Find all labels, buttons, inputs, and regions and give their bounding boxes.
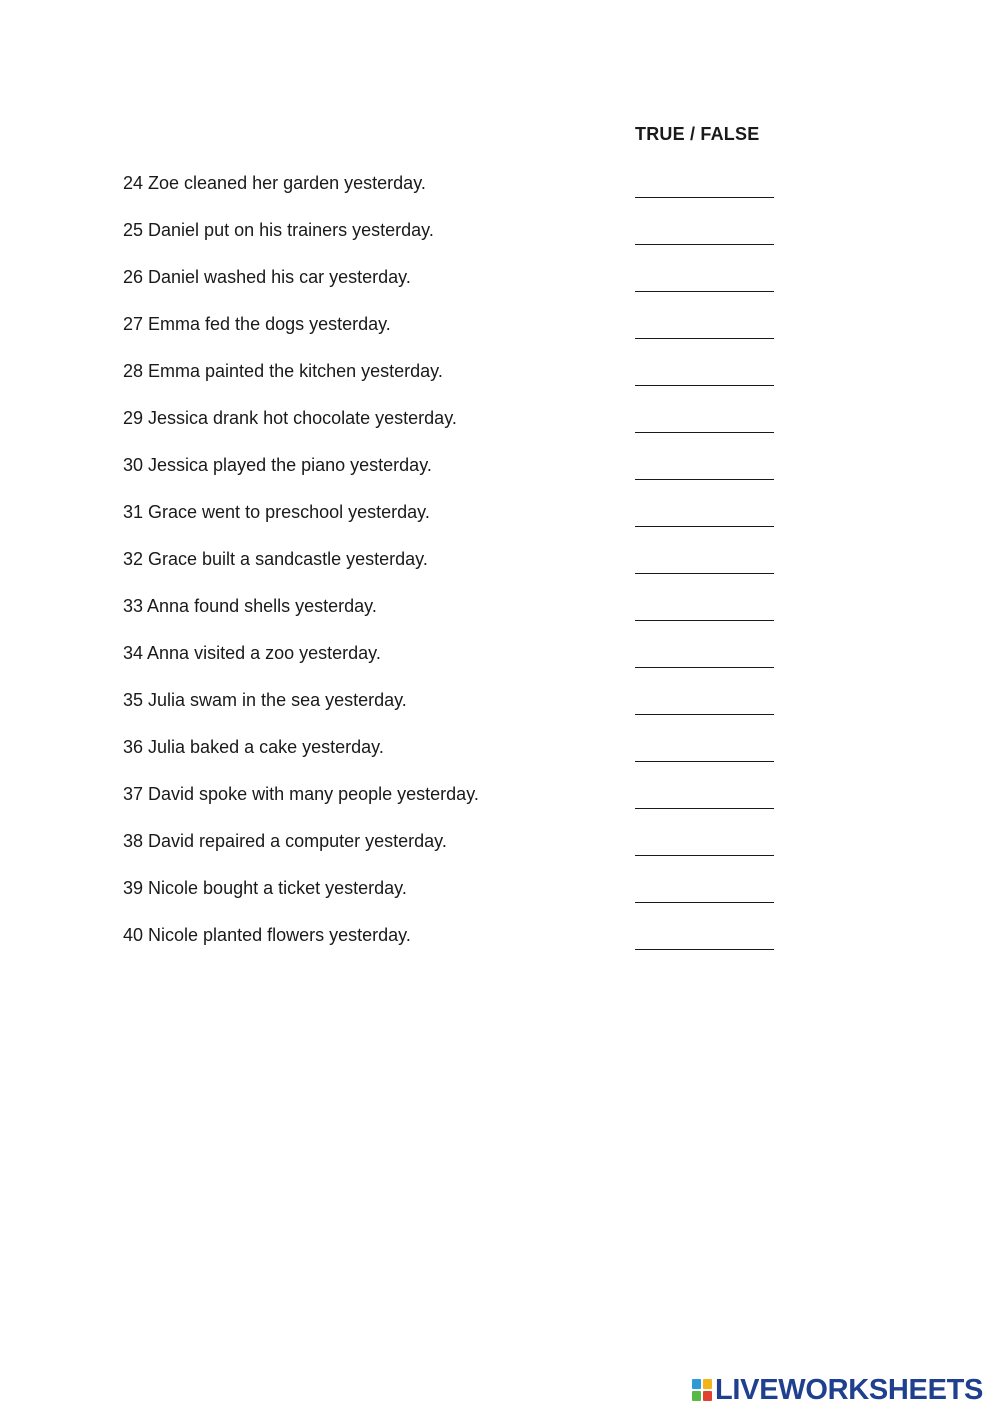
true-false-column-header: TRUE / FALSE	[635, 124, 760, 144]
liveworksheets-logo	[692, 1373, 983, 1407]
answer-field[interactable]	[635, 270, 774, 292]
logo-square-blue	[692, 1379, 701, 1389]
statement-text: 37 David spoke with many people yesterday.	[123, 784, 479, 804]
statement-row	[0, 406, 1000, 436]
answer-field[interactable]	[635, 740, 774, 762]
answer-field[interactable]	[635, 505, 774, 527]
statement-text: 24 Zoe cleaned her garden yesterday.	[123, 173, 426, 193]
answer-field[interactable]	[635, 693, 774, 715]
statement-text: 32 Grace built a sandcastle yesterday.	[123, 549, 428, 569]
statement-text: 26 Daniel washed his car yesterday.	[123, 267, 411, 287]
statement-text: 31 Grace went to preschool yesterday.	[123, 502, 430, 522]
statement-text: 27 Emma fed the dogs yesterday.	[123, 314, 391, 334]
statement-text: 35 Julia swam in the sea yesterday.	[123, 690, 407, 710]
answer-field[interactable]	[635, 317, 774, 339]
answer-field[interactable]	[635, 552, 774, 574]
statement-row	[0, 923, 1000, 953]
statement-row	[0, 876, 1000, 906]
answer-field[interactable]	[635, 223, 774, 245]
logo-square-green	[692, 1391, 701, 1401]
statement-row	[0, 829, 1000, 859]
answer-field[interactable]	[635, 881, 774, 903]
answer-field[interactable]	[635, 928, 774, 950]
statement-row	[0, 265, 1000, 295]
statement-text: 30 Jessica played the piano yesterday.	[123, 455, 432, 475]
statement-row	[0, 171, 1000, 201]
answer-field[interactable]	[635, 411, 774, 433]
logo-text: LIVEWORKSHEETS	[715, 1373, 984, 1406]
statement-row	[0, 218, 1000, 248]
liveworksheets-logo-icon	[692, 1379, 712, 1401]
statement-text: 36 Julia baked a cake yesterday.	[123, 737, 384, 757]
answer-field[interactable]	[635, 458, 774, 480]
statement-row	[0, 641, 1000, 671]
statement-row	[0, 453, 1000, 483]
answer-field[interactable]	[635, 646, 774, 668]
statement-text: 25 Daniel put on his trainers yesterday.	[123, 220, 434, 240]
statement-row	[0, 359, 1000, 389]
statement-text: 29 Jessica drank hot chocolate yesterday.	[123, 408, 457, 428]
answer-field[interactable]	[635, 364, 774, 386]
statement-row	[0, 547, 1000, 577]
answer-field[interactable]	[635, 834, 774, 856]
statement-text: 28 Emma painted the kitchen yesterday.	[123, 361, 443, 381]
answer-field[interactable]	[635, 599, 774, 621]
logo-square-yellow	[703, 1379, 712, 1389]
statement-row	[0, 312, 1000, 342]
logo-square-red	[703, 1391, 712, 1401]
statement-text: 40 Nicole planted flowers yesterday.	[123, 925, 411, 945]
statement-row	[0, 594, 1000, 624]
statement-row	[0, 688, 1000, 718]
answer-field[interactable]	[635, 176, 774, 198]
statement-row	[0, 500, 1000, 530]
statement-text: 34 Anna visited a zoo yesterday.	[123, 643, 381, 663]
statement-text: 33 Anna found shells yesterday.	[123, 596, 377, 616]
answer-field[interactable]	[635, 787, 774, 809]
statement-text: 39 Nicole bought a ticket yesterday.	[123, 878, 407, 898]
statement-row	[0, 735, 1000, 765]
statement-text: 38 David repaired a computer yesterday.	[123, 831, 447, 851]
statement-row	[0, 782, 1000, 812]
